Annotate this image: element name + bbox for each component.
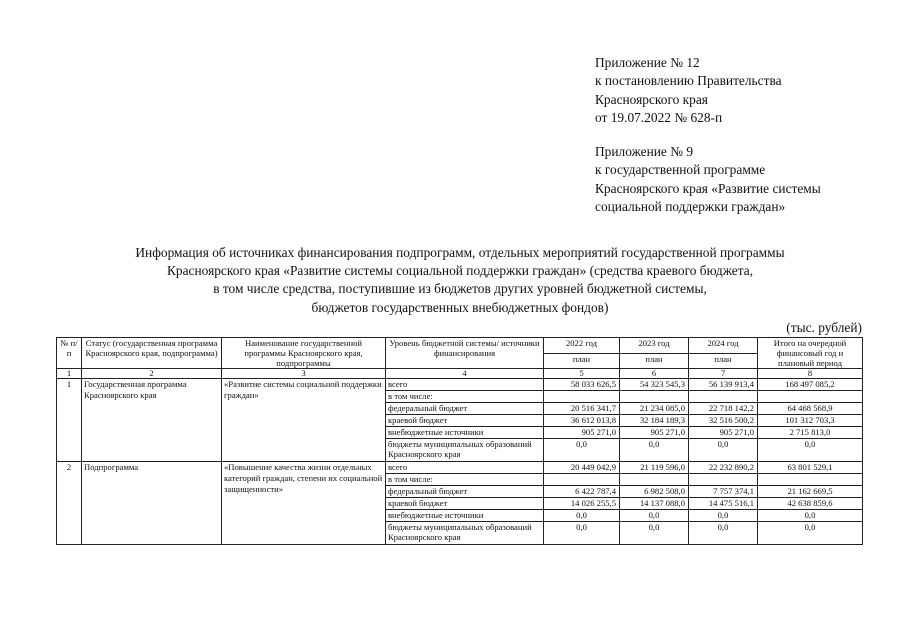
units-label: (тыс. рублей) [786,320,862,335]
value-2024: 0,0 [689,510,758,522]
value-2023: 0,0 [620,510,689,522]
value-total [758,474,863,486]
value-total: 42 638 859,6 [758,498,863,510]
level-cell: федеральный бюджет [386,486,544,498]
block-name: «Развитие системы социальной поддержки граждан» [222,379,386,462]
value-2024: 22 232 890,2 [689,462,758,474]
block-status: Государственная программа Красноярского края [82,379,222,462]
appendix-9-line: Приложение № 9 [595,144,694,159]
appendix-9-line: социальной поддержки граждан» [595,198,786,214]
value-total: 2 715 813,0 [758,427,863,439]
value-2022: 20 449 042,9 [544,462,620,474]
level-cell: краевой бюджет [386,415,544,427]
value-2023: 32 184 189,3 [620,415,689,427]
title-line: бюджетов государственных внебюджетных фондов) [311,299,609,315]
header-2023: 2023 год [620,338,689,354]
value-2022: 905 271,0 [544,427,620,439]
value-total: 0,0 [758,510,863,522]
header-plan: план [544,353,620,369]
title-line: в том числе средства, поступившие из бюджетов других уровней бюджетной системы, [213,281,707,297]
value-total: 168 497 085,2 [758,379,863,391]
appendix-9-header [595,143,821,216]
value-total: 0,0 [758,522,863,545]
appendix-12-line: от 19.07.2022 № 628-п [595,109,723,125]
value-2024: 905 271,0 [689,427,758,439]
appendix-9-line: Красноярского края «Развитие системы [595,180,821,196]
value-2022: 20 516 341,7 [544,403,620,415]
value-2022: 0,0 [544,522,620,545]
value-2024: 56 139 913,4 [689,379,758,391]
value-total [758,391,863,403]
value-2022: 6 422 787,4 [544,486,620,498]
value-2024: 32 516 500,2 [689,415,758,427]
value-2024 [689,391,758,403]
index-cell: 4 [386,369,544,379]
value-2023: 6 982 508,0 [620,486,689,498]
block-status: Подпрограмма [82,462,222,545]
index-cell: 7 [689,369,758,379]
header-plan: план [689,353,758,369]
level-cell: бюджеты муниципальных образований Красноярского края [386,439,544,462]
value-2023 [620,391,689,403]
value-2023: 54 323 545,3 [620,379,689,391]
value-2023: 21 119 596,0 [620,462,689,474]
value-2023: 21 234 085,0 [620,403,689,415]
table-row [57,379,863,391]
value-total: 21 162 669,5 [758,486,863,498]
value-2022 [544,391,620,403]
header-2022: 2022 год [544,338,620,354]
header-level: Уровень бюджетной системы/ источники финансирования [386,338,544,369]
appendix-12-line: Красноярского края [595,91,708,107]
level-cell: в том числе: [386,474,544,486]
value-2022: 0,0 [544,510,620,522]
value-2024: 22 718 142,2 [689,403,758,415]
value-2022: 58 033 626,5 [544,379,620,391]
index-cell: 3 [222,369,386,379]
value-2024: 7 757 374,1 [689,486,758,498]
header-name: Наименование государственной программы Красноярского края, подпрограммы [222,338,386,369]
index-cell: 1 [57,369,82,379]
value-2023: 905 271,0 [620,427,689,439]
financing-table [56,337,863,545]
value-total: 63 801 529,1 [758,462,863,474]
value-2023: 0,0 [620,439,689,462]
value-2024 [689,474,758,486]
header-plan: план [620,353,689,369]
table-row [57,462,863,474]
header-2024: 2024 год [689,338,758,354]
value-total: 101 312 703,3 [758,415,863,427]
level-cell: краевой бюджет [386,498,544,510]
value-2022: 36 612 013,8 [544,415,620,427]
value-2022 [544,474,620,486]
value-2024: 0,0 [689,439,758,462]
header-status: Статус (государственная программа Красноярского края, подпрограмма) [82,338,222,369]
appendix-12-line: Приложение № 12 [595,55,700,70]
header-num: № п/п [57,338,82,369]
value-total: 0,0 [758,439,863,462]
appendix-12-line: к постановлению Правительства [595,73,782,89]
value-2023: 14 137 088,0 [620,498,689,510]
block-num: 2 [57,462,82,545]
title-line: Информация об источниках финансирования подпрограмм, отдельных мероприятий государственной программы [135,245,785,260]
appendix-12-header [595,54,782,127]
value-total: 64 468 568,9 [758,403,863,415]
title-line: Красноярского края «Развитие системы социальной поддержки граждан» (средства краевого бюджета, [166,263,754,279]
level-cell: всего [386,462,544,474]
appendix-9-line: к государственной программе [595,162,766,178]
level-cell: всего [386,379,544,391]
value-2023 [620,474,689,486]
document-title [40,244,880,317]
value-2024: 0,0 [689,522,758,545]
value-2022: 14 026 255,5 [544,498,620,510]
level-cell: федеральный бюджет [386,403,544,415]
level-cell: бюджеты муниципальных образований Красноярского края [386,522,544,545]
index-cell: 2 [82,369,222,379]
index-cell: 8 [758,369,863,379]
header-total: Итого на очередной финансовый год и плановый период [758,338,863,369]
value-2022: 0,0 [544,439,620,462]
index-cell: 6 [620,369,689,379]
block-num: 1 [57,379,82,462]
level-cell: в том числе: [386,391,544,403]
value-2023: 0,0 [620,522,689,545]
value-2024: 14 475 516,1 [689,498,758,510]
block-name: «Повышение качества жизни отдельных категорий граждан, степени их социальной защищенности» [222,462,386,545]
level-cell: внебюджетные источники [386,427,544,439]
index-cell: 5 [544,369,620,379]
level-cell: внебюджетные источники [386,510,544,522]
